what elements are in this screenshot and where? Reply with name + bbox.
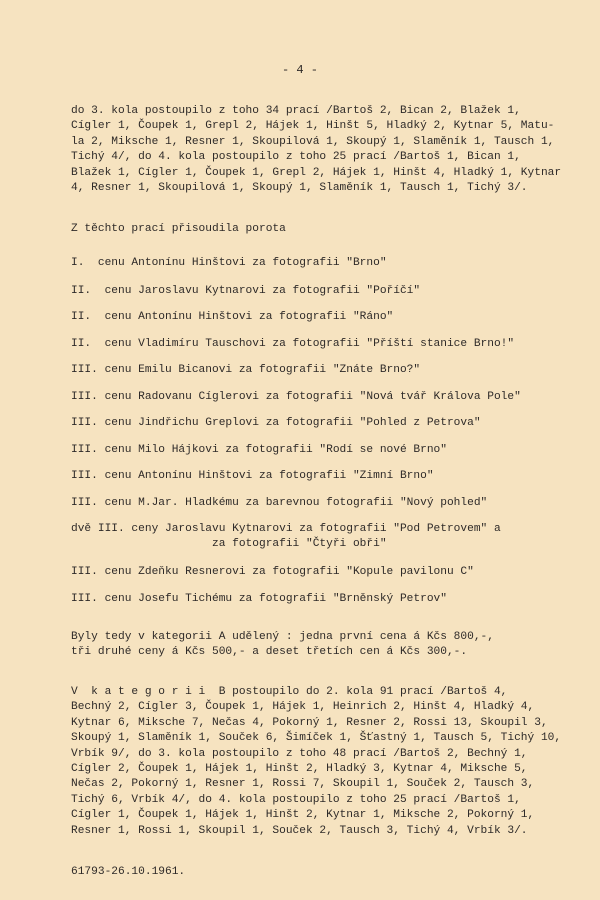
text-line: tři druhé ceny á Kčs 500,- a deset třetích cen á Kčs 300,-.	[71, 646, 468, 659]
text-line: Tichý 4/, do 4. kola postoupilo z toho 25 prací /Bartoš 1, Bican 1,	[71, 151, 521, 164]
award-line: III. cenu Milo Hájkovi za fotografii "Rodí se nové Brno"	[71, 444, 447, 456]
text-line: Cígler 2, Čoupek 1, Hájek 1, Hinšt 2, Hladký 3, Kytnar 4, Miksche 5,	[71, 762, 528, 775]
text-line: Tichý 6, Vrbík 4/, do 4. kola postoupilo z toho 25 prací /Bartoš 1,	[71, 793, 521, 806]
award-line: I. cenu Antonínu Hinštovi za fotografii "Brno"	[71, 257, 387, 269]
award-line: III. cenu Emilu Bicanovi za fotografii "Znáte Brno?"	[71, 364, 421, 376]
page-number: - 4 -	[281, 63, 318, 77]
award-line: dvě III. ceny Jaroslavu Kytnarovi za fotografii "Pod Petrovem" a	[71, 523, 501, 535]
award-line: III. cenu M.Jar. Hladkému za barevnou fotografii "Nový pohled"	[71, 497, 488, 509]
text-line: 4, Resner 1, Skoupilová 1, Skoupý 1, Slaměník 1, Tausch 1, Tichý 3/.	[71, 181, 528, 194]
text-line: do 3. kola postoupilo z toho 34 prací /Bartoš 2, Bican 2, Blažek 1,	[71, 105, 521, 117]
text-line: Blažek 1, Cígler 1, Čoupek 1, Grepl 2, Hájek 1, Hinšt 4, Hladký 1, Kytnar	[71, 166, 562, 179]
text-line: Bechný 2, Cígler 3, Čoupek 1, Hájek 1, Heinrich 2, Hinšt 4, Hladký 4,	[71, 701, 535, 714]
paragraph-round-results-a	[71, 104, 571, 196]
summary-paragraph	[71, 630, 571, 661]
paragraph-category-b	[71, 685, 571, 839]
document-reference: 61793-26.10.1961.	[71, 866, 186, 878]
text-line: Vrbík 9/, do 3. kola postoupilo z toho 48 prací /Bartoš 2, Bechný 1,	[71, 747, 528, 760]
award-line: III. cenu Zdeňku Resnerovi za fotografii "Kopule pavilonu C"	[71, 566, 474, 578]
text-line: Cígler 1, Čoupek 1, Grepl 2, Hájek 1, Hinšt 5, Hladký 2, Kytnar 5, Matu-	[71, 120, 555, 133]
text-line: Byly tedy v kategorii A udělený : jedna první cena á Kčs 800,-,	[71, 631, 494, 643]
awards-intro: Z těchto prací přisoudila porota	[71, 223, 286, 235]
award-line: III. cenu Josefu Tichému za fotografii "Brněnský Petrov"	[71, 593, 447, 605]
award-line: III. cenu Radovanu Cíglerovi za fotografii "Nová tvář Králova Pole"	[71, 391, 521, 403]
text-line: Kytnar 6, Miksche 7, Nečas 4, Pokorný 1, Resner 2, Rossi 13, Skoupil 3,	[71, 716, 548, 729]
text-line: Resner 1, Rossi 1, Skoupil 1, Souček 2, Tausch 3, Tichý 4, Vrbík 3/.	[71, 824, 528, 837]
award-line: za fotografii "Čtyři obři"	[71, 538, 387, 550]
award-line: II. cenu Jaroslavu Kytnarovi za fotografii "Poříčí"	[71, 285, 421, 297]
award-line: II. cenu Antonínu Hinštovi za fotografii "Ráno"	[71, 311, 394, 323]
award-line: II. cenu Vladimíru Tauschovi za fotografii "Příští stanice Brno!"	[71, 338, 515, 350]
text-line: Cígler 1, Čoupek 1, Hájek 1, Hinšt 2, Kytnar 1, Miksche 2, Pokorný 1,	[71, 809, 535, 822]
text-line: Nečas 2, Pokorný 1, Resner 1, Rossi 7, Skoupil 1, Souček 2, Tausch 3,	[71, 778, 535, 791]
text-line: la 2, Miksche 1, Resner 1, Skoupilová 1, Skoupý 1, Slaměník 1, Tausch 1,	[71, 135, 555, 148]
text-line: Skoupý 1, Slaměník 1, Souček 6, Šimíček 1, Šťastný 1, Tausch 5, Tichý 10,	[71, 732, 562, 745]
award-line: III. cenu Jindřichu Greplovi za fotografii "Pohled z Petrova"	[71, 417, 481, 429]
text-line: V k a t e g o r i i B postoupilo do 2. kola 91 prací /Bartoš 4,	[71, 686, 508, 698]
award-line: III. cenu Antonínu Hinštovi za fotografii "Zimní Brno"	[71, 470, 434, 482]
